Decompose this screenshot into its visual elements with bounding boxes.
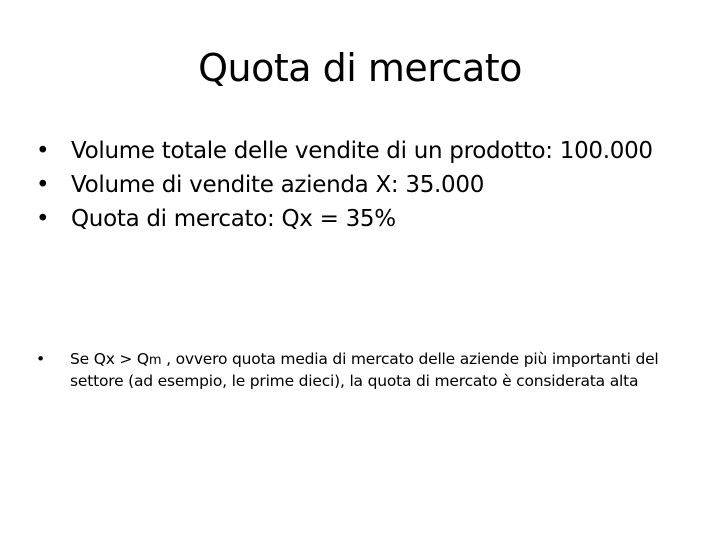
note-prefix: Se Qx > Q (70, 350, 149, 368)
bullet-marker: • (36, 172, 50, 198)
bullet-text: Volume totale delle vendite di un prodotto: 100.000 (71, 138, 653, 164)
note-list (36, 349, 686, 391)
note-subscript: m (148, 353, 162, 368)
bullet-text: Quota di mercato: Qx = 35% (71, 206, 396, 232)
bullet-marker: • (36, 206, 50, 232)
bullet-list (36, 134, 686, 236)
bullet-item (36, 168, 686, 202)
bullet-item (36, 134, 686, 168)
note-rest: , ovvero quota media di mercato delle aziende più importanti del settore (ad esempio, le prime dieci), la quota di mercato è considerata alta (70, 350, 659, 390)
slide-title: Quota di mercato (198, 46, 522, 90)
bullet-text: Volume di vendite azienda X: 35.000 (71, 172, 485, 198)
bullet-marker: • (36, 138, 50, 164)
bullet-item (36, 202, 686, 236)
bullet-marker: • (36, 350, 45, 368)
note-item (36, 349, 686, 391)
